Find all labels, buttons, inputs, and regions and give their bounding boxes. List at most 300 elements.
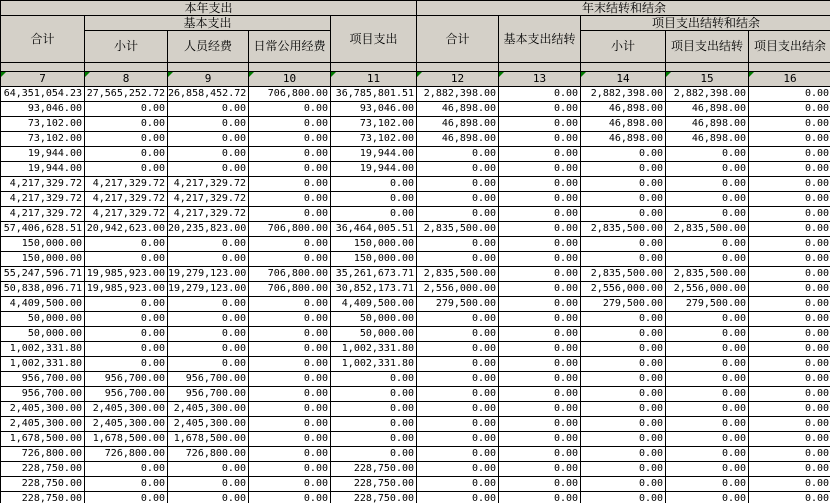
cell-r28-c15[interactable]: 0.00 xyxy=(666,492,749,503)
cell-r18-c13[interactable]: 0.00 xyxy=(499,342,581,357)
cell-r16-c15[interactable]: 0.00 xyxy=(666,312,749,327)
cell-r13-c12[interactable]: 2,835,500.00 xyxy=(417,267,499,282)
header-project-expenditure[interactable]: 项目支出 xyxy=(331,16,417,63)
cell-r27-c14[interactable]: 0.00 xyxy=(581,477,666,492)
cell-r1-c13[interactable]: 0.00 xyxy=(499,87,581,102)
cell-r28-c16[interactable]: 0.00 xyxy=(749,492,830,503)
cell-r17-c7[interactable]: 50,000.00 xyxy=(1,327,85,342)
cell-r23-c16[interactable]: 0.00 xyxy=(749,417,830,432)
header-daily-public-funds[interactable]: 日常公用经费 xyxy=(249,31,331,63)
cell-r17-c10[interactable]: 0.00 xyxy=(249,327,331,342)
cell-r10-c9[interactable]: 20,235,823.00 xyxy=(168,222,249,237)
cell-r24-c13[interactable]: 0.00 xyxy=(499,432,581,447)
cell-r5-c12[interactable]: 0.00 xyxy=(417,147,499,162)
cell-r6-c8[interactable]: 0.00 xyxy=(85,162,168,177)
cell-r27-c7[interactable]: 228,750.00 xyxy=(1,477,85,492)
cell-r23-c10[interactable]: 0.00 xyxy=(249,417,331,432)
cell-r12-c12[interactable]: 0.00 xyxy=(417,252,499,267)
cell-r15-c7[interactable]: 4,409,500.00 xyxy=(1,297,85,312)
cell-r9-c10[interactable]: 0.00 xyxy=(249,207,331,222)
cell-r12-c16[interactable]: 0.00 xyxy=(749,252,830,267)
cell-r22-c10[interactable]: 0.00 xyxy=(249,402,331,417)
cell-r21-c10[interactable]: 0.00 xyxy=(249,387,331,402)
cell-r25-c11[interactable]: 0.00 xyxy=(331,447,417,462)
cell-r1-c10[interactable]: 706,800.00 xyxy=(249,87,331,102)
cell-r10-c15[interactable]: 2,835,500.00 xyxy=(666,222,749,237)
cell-r17-c13[interactable]: 0.00 xyxy=(499,327,581,342)
cell-r18-c9[interactable]: 0.00 xyxy=(168,342,249,357)
column-number-cell-8[interactable]: 8 xyxy=(85,72,168,87)
cell-r6-c13[interactable]: 0.00 xyxy=(499,162,581,177)
cell-r7-c8[interactable]: 4,217,329.72 xyxy=(85,177,168,192)
cell-r5-c14[interactable]: 0.00 xyxy=(581,147,666,162)
cell-r13-c13[interactable]: 0.00 xyxy=(499,267,581,282)
spacer-cell[interactable] xyxy=(331,63,417,72)
cell-r17-c8[interactable]: 0.00 xyxy=(85,327,168,342)
cell-r13-c9[interactable]: 19,279,123.00 xyxy=(168,267,249,282)
cell-r17-c12[interactable]: 0.00 xyxy=(417,327,499,342)
cell-r1-c7[interactable]: 64,351,054.23 xyxy=(1,87,85,102)
cell-r11-c7[interactable]: 150,000.00 xyxy=(1,237,85,252)
cell-r6-c10[interactable]: 0.00 xyxy=(249,162,331,177)
header-basic-subtotal[interactable]: 小计 xyxy=(85,31,168,63)
cell-r19-c16[interactable]: 0.00 xyxy=(749,357,830,372)
cell-r26-c11[interactable]: 228,750.00 xyxy=(331,462,417,477)
cell-r25-c13[interactable]: 0.00 xyxy=(499,447,581,462)
header-current-year-expenditure[interactable]: 本年支出 xyxy=(1,1,417,16)
cell-r8-c14[interactable]: 0.00 xyxy=(581,192,666,207)
spacer-cell[interactable] xyxy=(749,63,830,72)
cell-r26-c14[interactable]: 0.00 xyxy=(581,462,666,477)
cell-r10-c14[interactable]: 2,835,500.00 xyxy=(581,222,666,237)
header-basic-expenditure-group[interactable]: 基本支出 xyxy=(85,16,331,31)
cell-r18-c11[interactable]: 1,002,331.80 xyxy=(331,342,417,357)
cell-r5-c15[interactable]: 0.00 xyxy=(666,147,749,162)
cell-r24-c9[interactable]: 1,678,500.00 xyxy=(168,432,249,447)
cell-r2-c8[interactable]: 0.00 xyxy=(85,102,168,117)
cell-r27-c8[interactable]: 0.00 xyxy=(85,477,168,492)
spacer-cell[interactable] xyxy=(499,63,581,72)
cell-r15-c16[interactable]: 0.00 xyxy=(749,297,830,312)
cell-r7-c15[interactable]: 0.00 xyxy=(666,177,749,192)
cell-r7-c14[interactable]: 0.00 xyxy=(581,177,666,192)
cell-r14-c10[interactable]: 706,800.00 xyxy=(249,282,331,297)
cell-r2-c14[interactable]: 46,898.00 xyxy=(581,102,666,117)
header-personnel-funds[interactable]: 人员经费 xyxy=(168,31,249,63)
cell-r24-c10[interactable]: 0.00 xyxy=(249,432,331,447)
cell-r18-c15[interactable]: 0.00 xyxy=(666,342,749,357)
cell-r16-c13[interactable]: 0.00 xyxy=(499,312,581,327)
cell-r6-c16[interactable]: 0.00 xyxy=(749,162,830,177)
cell-r24-c7[interactable]: 1,678,500.00 xyxy=(1,432,85,447)
cell-r10-c13[interactable]: 0.00 xyxy=(499,222,581,237)
cell-r22-c9[interactable]: 2,405,300.00 xyxy=(168,402,249,417)
cell-r27-c15[interactable]: 0.00 xyxy=(666,477,749,492)
spacer-cell[interactable] xyxy=(249,63,331,72)
cell-r15-c8[interactable]: 0.00 xyxy=(85,297,168,312)
cell-r27-c9[interactable]: 0.00 xyxy=(168,477,249,492)
cell-r27-c13[interactable]: 0.00 xyxy=(499,477,581,492)
cell-r19-c11[interactable]: 1,002,331.80 xyxy=(331,357,417,372)
cell-r20-c11[interactable]: 0.00 xyxy=(331,372,417,387)
cell-r3-c10[interactable]: 0.00 xyxy=(249,117,331,132)
cell-r9-c9[interactable]: 4,217,329.72 xyxy=(168,207,249,222)
cell-r15-c9[interactable]: 0.00 xyxy=(168,297,249,312)
cell-r25-c12[interactable]: 0.00 xyxy=(417,447,499,462)
cell-r23-c12[interactable]: 0.00 xyxy=(417,417,499,432)
cell-r26-c16[interactable]: 0.00 xyxy=(749,462,830,477)
cell-r14-c16[interactable]: 0.00 xyxy=(749,282,830,297)
cell-r28-c8[interactable]: 0.00 xyxy=(85,492,168,503)
cell-r8-c9[interactable]: 4,217,329.72 xyxy=(168,192,249,207)
cell-r2-c7[interactable]: 93,046.00 xyxy=(1,102,85,117)
cell-r9-c16[interactable]: 0.00 xyxy=(749,207,830,222)
cell-r14-c11[interactable]: 30,852,173.71 xyxy=(331,282,417,297)
cell-r4-c7[interactable]: 73,102.00 xyxy=(1,132,85,147)
cell-r27-c11[interactable]: 228,750.00 xyxy=(331,477,417,492)
cell-r5-c16[interactable]: 0.00 xyxy=(749,147,830,162)
cell-r8-c7[interactable]: 4,217,329.72 xyxy=(1,192,85,207)
cell-r21-c16[interactable]: 0.00 xyxy=(749,387,830,402)
cell-r25-c16[interactable]: 0.00 xyxy=(749,447,830,462)
cell-r19-c7[interactable]: 1,002,331.80 xyxy=(1,357,85,372)
cell-r22-c16[interactable]: 0.00 xyxy=(749,402,830,417)
cell-r6-c11[interactable]: 19,944.00 xyxy=(331,162,417,177)
cell-r14-c15[interactable]: 2,556,000.00 xyxy=(666,282,749,297)
column-number-cell-15[interactable]: 15 xyxy=(666,72,749,87)
cell-r28-c12[interactable]: 0.00 xyxy=(417,492,499,503)
column-number-cell-9[interactable]: 9 xyxy=(168,72,249,87)
cell-r1-c8[interactable]: 27,565,252.72 xyxy=(85,87,168,102)
cell-r19-c8[interactable]: 0.00 xyxy=(85,357,168,372)
cell-r11-c14[interactable]: 0.00 xyxy=(581,237,666,252)
cell-r2-c12[interactable]: 46,898.00 xyxy=(417,102,499,117)
cell-r14-c14[interactable]: 2,556,000.00 xyxy=(581,282,666,297)
cell-r14-c13[interactable]: 0.00 xyxy=(499,282,581,297)
cell-r28-c9[interactable]: 0.00 xyxy=(168,492,249,503)
cell-r13-c7[interactable]: 55,247,596.71 xyxy=(1,267,85,282)
cell-r21-c15[interactable]: 0.00 xyxy=(666,387,749,402)
cell-r14-c12[interactable]: 2,556,000.00 xyxy=(417,282,499,297)
cell-r7-c12[interactable]: 0.00 xyxy=(417,177,499,192)
cell-r16-c12[interactable]: 0.00 xyxy=(417,312,499,327)
cell-r27-c12[interactable]: 0.00 xyxy=(417,477,499,492)
cell-r17-c15[interactable]: 0.00 xyxy=(666,327,749,342)
cell-r8-c10[interactable]: 0.00 xyxy=(249,192,331,207)
cell-r3-c9[interactable]: 0.00 xyxy=(168,117,249,132)
cell-r5-c7[interactable]: 19,944.00 xyxy=(1,147,85,162)
cell-r19-c10[interactable]: 0.00 xyxy=(249,357,331,372)
cell-r9-c12[interactable]: 0.00 xyxy=(417,207,499,222)
cell-r19-c9[interactable]: 0.00 xyxy=(168,357,249,372)
cell-r9-c14[interactable]: 0.00 xyxy=(581,207,666,222)
cell-r11-c12[interactable]: 0.00 xyxy=(417,237,499,252)
cell-r23-c14[interactable]: 0.00 xyxy=(581,417,666,432)
cell-r4-c10[interactable]: 0.00 xyxy=(249,132,331,147)
cell-r1-c11[interactable]: 36,785,801.51 xyxy=(331,87,417,102)
cell-r22-c8[interactable]: 2,405,300.00 xyxy=(85,402,168,417)
cell-r11-c8[interactable]: 0.00 xyxy=(85,237,168,252)
cell-r26-c8[interactable]: 0.00 xyxy=(85,462,168,477)
cell-r3-c16[interactable]: 0.00 xyxy=(749,117,830,132)
cell-r2-c15[interactable]: 46,898.00 xyxy=(666,102,749,117)
cell-r26-c15[interactable]: 0.00 xyxy=(666,462,749,477)
cell-r26-c13[interactable]: 0.00 xyxy=(499,462,581,477)
cell-r23-c9[interactable]: 2,405,300.00 xyxy=(168,417,249,432)
cell-r13-c10[interactable]: 706,800.00 xyxy=(249,267,331,282)
cell-r12-c10[interactable]: 0.00 xyxy=(249,252,331,267)
cell-r18-c8[interactable]: 0.00 xyxy=(85,342,168,357)
cell-r4-c16[interactable]: 0.00 xyxy=(749,132,830,147)
cell-r16-c11[interactable]: 50,000.00 xyxy=(331,312,417,327)
cell-r11-c11[interactable]: 150,000.00 xyxy=(331,237,417,252)
cell-r13-c15[interactable]: 2,835,500.00 xyxy=(666,267,749,282)
cell-r13-c16[interactable]: 0.00 xyxy=(749,267,830,282)
cell-r28-c11[interactable]: 228,750.00 xyxy=(331,492,417,503)
cell-r13-c14[interactable]: 2,835,500.00 xyxy=(581,267,666,282)
cell-r26-c10[interactable]: 0.00 xyxy=(249,462,331,477)
cell-r12-c13[interactable]: 0.00 xyxy=(499,252,581,267)
cell-r15-c10[interactable]: 0.00 xyxy=(249,297,331,312)
cell-r18-c14[interactable]: 0.00 xyxy=(581,342,666,357)
cell-r1-c16[interactable]: 0.00 xyxy=(749,87,830,102)
cell-r6-c7[interactable]: 19,944.00 xyxy=(1,162,85,177)
cell-r20-c16[interactable]: 0.00 xyxy=(749,372,830,387)
cell-r20-c10[interactable]: 0.00 xyxy=(249,372,331,387)
cell-r4-c13[interactable]: 0.00 xyxy=(499,132,581,147)
cell-r11-c10[interactable]: 0.00 xyxy=(249,237,331,252)
cell-r1-c14[interactable]: 2,882,398.00 xyxy=(581,87,666,102)
cell-r16-c10[interactable]: 0.00 xyxy=(249,312,331,327)
cell-r9-c8[interactable]: 4,217,329.72 xyxy=(85,207,168,222)
cell-r24-c8[interactable]: 1,678,500.00 xyxy=(85,432,168,447)
cell-r19-c14[interactable]: 0.00 xyxy=(581,357,666,372)
cell-r22-c13[interactable]: 0.00 xyxy=(499,402,581,417)
cell-r22-c11[interactable]: 0.00 xyxy=(331,402,417,417)
cell-r4-c9[interactable]: 0.00 xyxy=(168,132,249,147)
column-number-cell-16[interactable]: 16 xyxy=(749,72,830,87)
cell-r15-c13[interactable]: 0.00 xyxy=(499,297,581,312)
cell-r27-c10[interactable]: 0.00 xyxy=(249,477,331,492)
cell-r28-c13[interactable]: 0.00 xyxy=(499,492,581,503)
cell-r11-c13[interactable]: 0.00 xyxy=(499,237,581,252)
column-number-cell-11[interactable]: 11 xyxy=(331,72,417,87)
cell-r17-c16[interactable]: 0.00 xyxy=(749,327,830,342)
cell-r12-c7[interactable]: 150,000.00 xyxy=(1,252,85,267)
cell-r28-c14[interactable]: 0.00 xyxy=(581,492,666,503)
cell-r10-c10[interactable]: 706,800.00 xyxy=(249,222,331,237)
cell-r12-c8[interactable]: 0.00 xyxy=(85,252,168,267)
cell-r25-c10[interactable]: 0.00 xyxy=(249,447,331,462)
cell-r10-c12[interactable]: 2,835,500.00 xyxy=(417,222,499,237)
cell-r21-c14[interactable]: 0.00 xyxy=(581,387,666,402)
cell-r21-c11[interactable]: 0.00 xyxy=(331,387,417,402)
cell-r21-c13[interactable]: 0.00 xyxy=(499,387,581,402)
cell-r15-c11[interactable]: 4,409,500.00 xyxy=(331,297,417,312)
column-number-cell-12[interactable]: 12 xyxy=(417,72,499,87)
column-number-cell-14[interactable]: 14 xyxy=(581,72,666,87)
spacer-cell[interactable] xyxy=(666,63,749,72)
cell-r27-c16[interactable]: 0.00 xyxy=(749,477,830,492)
cell-r25-c15[interactable]: 0.00 xyxy=(666,447,749,462)
cell-r7-c11[interactable]: 0.00 xyxy=(331,177,417,192)
cell-r18-c16[interactable]: 0.00 xyxy=(749,342,830,357)
cell-r24-c15[interactable]: 0.00 xyxy=(666,432,749,447)
cell-r10-c8[interactable]: 20,942,623.00 xyxy=(85,222,168,237)
header-project-balance[interactable]: 项目支出结余 xyxy=(749,31,830,63)
cell-r2-c11[interactable]: 93,046.00 xyxy=(331,102,417,117)
cell-r28-c10[interactable]: 0.00 xyxy=(249,492,331,503)
header-year-end-carryover[interactable]: 年末结转和结余 xyxy=(417,1,830,16)
cell-r5-c11[interactable]: 19,944.00 xyxy=(331,147,417,162)
column-number-cell-13[interactable]: 13 xyxy=(499,72,581,87)
cell-r1-c9[interactable]: 26,858,452.72 xyxy=(168,87,249,102)
cell-r25-c14[interactable]: 0.00 xyxy=(581,447,666,462)
cell-r9-c15[interactable]: 0.00 xyxy=(666,207,749,222)
cell-r23-c7[interactable]: 2,405,300.00 xyxy=(1,417,85,432)
cell-r28-c7[interactable]: 228,750.00 xyxy=(1,492,85,503)
header-project-carryover[interactable]: 项目支出结转 xyxy=(666,31,749,63)
cell-r3-c12[interactable]: 46,898.00 xyxy=(417,117,499,132)
header-project-subtotal[interactable]: 小计 xyxy=(581,31,666,63)
cell-r16-c14[interactable]: 0.00 xyxy=(581,312,666,327)
spacer-cell[interactable] xyxy=(168,63,249,72)
cell-r20-c15[interactable]: 0.00 xyxy=(666,372,749,387)
cell-r18-c10[interactable]: 0.00 xyxy=(249,342,331,357)
cell-r25-c8[interactable]: 726,800.00 xyxy=(85,447,168,462)
cell-r3-c11[interactable]: 73,102.00 xyxy=(331,117,417,132)
cell-r9-c11[interactable]: 0.00 xyxy=(331,207,417,222)
cell-r13-c11[interactable]: 35,261,673.71 xyxy=(331,267,417,282)
cell-r5-c13[interactable]: 0.00 xyxy=(499,147,581,162)
cell-r13-c8[interactable]: 19,985,923.00 xyxy=(85,267,168,282)
cell-r2-c9[interactable]: 0.00 xyxy=(168,102,249,117)
cell-r25-c7[interactable]: 726,800.00 xyxy=(1,447,85,462)
cell-r22-c7[interactable]: 2,405,300.00 xyxy=(1,402,85,417)
cell-r20-c12[interactable]: 0.00 xyxy=(417,372,499,387)
cell-r4-c8[interactable]: 0.00 xyxy=(85,132,168,147)
cell-r16-c8[interactable]: 0.00 xyxy=(85,312,168,327)
cell-r10-c7[interactable]: 57,406,628.51 xyxy=(1,222,85,237)
cell-r15-c12[interactable]: 279,500.00 xyxy=(417,297,499,312)
cell-r4-c15[interactable]: 46,898.00 xyxy=(666,132,749,147)
cell-r8-c8[interactable]: 4,217,329.72 xyxy=(85,192,168,207)
cell-r16-c9[interactable]: 0.00 xyxy=(168,312,249,327)
cell-r17-c9[interactable]: 0.00 xyxy=(168,327,249,342)
cell-r8-c12[interactable]: 0.00 xyxy=(417,192,499,207)
cell-r17-c14[interactable]: 0.00 xyxy=(581,327,666,342)
cell-r3-c15[interactable]: 46,898.00 xyxy=(666,117,749,132)
cell-r7-c13[interactable]: 0.00 xyxy=(499,177,581,192)
cell-r20-c8[interactable]: 956,700.00 xyxy=(85,372,168,387)
cell-r23-c8[interactable]: 2,405,300.00 xyxy=(85,417,168,432)
cell-r14-c7[interactable]: 50,838,096.71 xyxy=(1,282,85,297)
cell-r12-c15[interactable]: 0.00 xyxy=(666,252,749,267)
spacer-cell[interactable] xyxy=(85,63,168,72)
cell-r22-c14[interactable]: 0.00 xyxy=(581,402,666,417)
cell-r17-c11[interactable]: 50,000.00 xyxy=(331,327,417,342)
cell-r2-c16[interactable]: 0.00 xyxy=(749,102,830,117)
cell-r26-c7[interactable]: 228,750.00 xyxy=(1,462,85,477)
cell-r12-c11[interactable]: 150,000.00 xyxy=(331,252,417,267)
cell-r11-c16[interactable]: 0.00 xyxy=(749,237,830,252)
cell-r12-c9[interactable]: 0.00 xyxy=(168,252,249,267)
spacer-cell[interactable] xyxy=(581,63,666,72)
cell-r9-c13[interactable]: 0.00 xyxy=(499,207,581,222)
cell-r26-c9[interactable]: 0.00 xyxy=(168,462,249,477)
cell-r1-c15[interactable]: 2,882,398.00 xyxy=(666,87,749,102)
cell-r23-c13[interactable]: 0.00 xyxy=(499,417,581,432)
cell-r9-c7[interactable]: 4,217,329.72 xyxy=(1,207,85,222)
cell-r21-c8[interactable]: 956,700.00 xyxy=(85,387,168,402)
cell-r22-c15[interactable]: 0.00 xyxy=(666,402,749,417)
cell-r7-c10[interactable]: 0.00 xyxy=(249,177,331,192)
cell-r24-c16[interactable]: 0.00 xyxy=(749,432,830,447)
cell-r15-c14[interactable]: 279,500.00 xyxy=(581,297,666,312)
cell-r14-c9[interactable]: 19,279,123.00 xyxy=(168,282,249,297)
column-number-cell-10[interactable]: 10 xyxy=(249,72,331,87)
cell-r21-c7[interactable]: 956,700.00 xyxy=(1,387,85,402)
cell-r4-c12[interactable]: 46,898.00 xyxy=(417,132,499,147)
cell-r26-c12[interactable]: 0.00 xyxy=(417,462,499,477)
cell-r21-c12[interactable]: 0.00 xyxy=(417,387,499,402)
cell-r3-c8[interactable]: 0.00 xyxy=(85,117,168,132)
header-total-right[interactable]: 合计 xyxy=(417,16,499,63)
cell-r25-c9[interactable]: 726,800.00 xyxy=(168,447,249,462)
cell-r6-c12[interactable]: 0.00 xyxy=(417,162,499,177)
cell-r16-c7[interactable]: 50,000.00 xyxy=(1,312,85,327)
cell-r6-c14[interactable]: 0.00 xyxy=(581,162,666,177)
cell-r21-c9[interactable]: 956,700.00 xyxy=(168,387,249,402)
cell-r3-c13[interactable]: 0.00 xyxy=(499,117,581,132)
cell-r10-c11[interactable]: 36,464,005.51 xyxy=(331,222,417,237)
cell-r5-c8[interactable]: 0.00 xyxy=(85,147,168,162)
cell-r24-c14[interactable]: 0.00 xyxy=(581,432,666,447)
cell-r7-c7[interactable]: 4,217,329.72 xyxy=(1,177,85,192)
cell-r20-c14[interactable]: 0.00 xyxy=(581,372,666,387)
cell-r11-c15[interactable]: 0.00 xyxy=(666,237,749,252)
cell-r2-c13[interactable]: 0.00 xyxy=(499,102,581,117)
cell-r8-c15[interactable]: 0.00 xyxy=(666,192,749,207)
cell-r16-c16[interactable]: 0.00 xyxy=(749,312,830,327)
spacer-cell[interactable] xyxy=(417,63,499,72)
cell-r8-c16[interactable]: 0.00 xyxy=(749,192,830,207)
cell-r10-c16[interactable]: 0.00 xyxy=(749,222,830,237)
cell-r18-c12[interactable]: 0.00 xyxy=(417,342,499,357)
cell-r23-c15[interactable]: 0.00 xyxy=(666,417,749,432)
cell-r20-c9[interactable]: 956,700.00 xyxy=(168,372,249,387)
cell-r14-c8[interactable]: 19,985,923.00 xyxy=(85,282,168,297)
cell-r7-c9[interactable]: 4,217,329.72 xyxy=(168,177,249,192)
column-number-cell-7[interactable]: 7 xyxy=(1,72,85,87)
cell-r4-c11[interactable]: 73,102.00 xyxy=(331,132,417,147)
cell-r6-c15[interactable]: 0.00 xyxy=(666,162,749,177)
cell-r24-c12[interactable]: 0.00 xyxy=(417,432,499,447)
cell-r6-c9[interactable]: 0.00 xyxy=(168,162,249,177)
cell-r1-c12[interactable]: 2,882,398.00 xyxy=(417,87,499,102)
header-project-carryover-group[interactable]: 项目支出结转和结余 xyxy=(581,16,830,31)
cell-r20-c7[interactable]: 956,700.00 xyxy=(1,372,85,387)
cell-r8-c13[interactable]: 0.00 xyxy=(499,192,581,207)
cell-r19-c12[interactable]: 0.00 xyxy=(417,357,499,372)
header-total-left[interactable]: 合计 xyxy=(1,16,85,63)
cell-r4-c14[interactable]: 46,898.00 xyxy=(581,132,666,147)
cell-r3-c7[interactable]: 73,102.00 xyxy=(1,117,85,132)
cell-r15-c15[interactable]: 279,500.00 xyxy=(666,297,749,312)
cell-r23-c11[interactable]: 0.00 xyxy=(331,417,417,432)
cell-r18-c7[interactable]: 1,002,331.80 xyxy=(1,342,85,357)
spacer-cell[interactable] xyxy=(1,63,85,72)
